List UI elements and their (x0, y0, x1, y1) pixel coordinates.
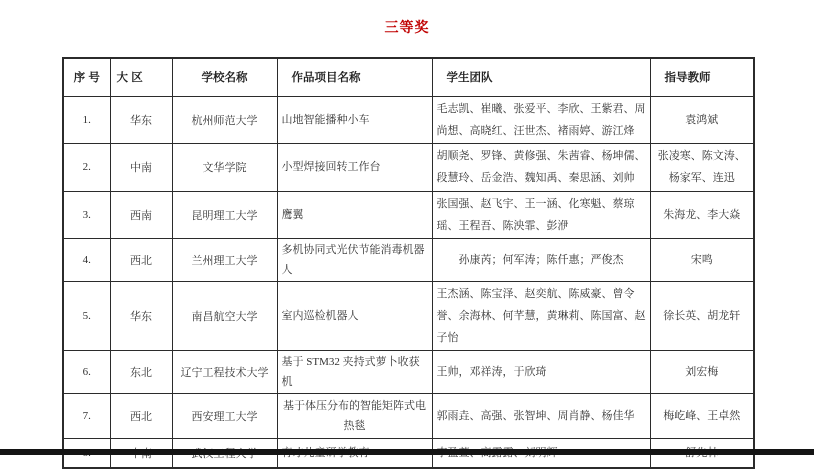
cell-advisors: 袁鸿斌 (650, 96, 754, 143)
cell-project: 多机协同式光伏节能消毒机器人 (277, 238, 432, 281)
cell-region: 华东 (110, 281, 172, 350)
cell-school: 杭州师范大学 (172, 96, 277, 143)
cell-serial: 7. (63, 393, 110, 438)
cell-project: 基于 STM32 夹持式萝卜收获机 (277, 350, 432, 393)
table-row (63, 281, 754, 350)
header-project: 作品项目名称 (277, 58, 432, 96)
header-region: 大 区 (110, 58, 172, 96)
cell-region: 西南 (110, 191, 172, 238)
cell-project: 山地智能播种小车 (277, 96, 432, 143)
cell-advisors: 张凌寒、陈文涛、杨家军、连迅 (650, 143, 754, 191)
cell-advisors: 朱海龙、李大焱 (650, 191, 754, 238)
cell-region: 东北 (110, 350, 172, 393)
cell-school: 西安理工大学 (172, 393, 277, 438)
page-title: 三等奖 (384, 19, 430, 35)
cell-project: 基于体压分布的智能矩阵式电热毯 (277, 393, 432, 438)
cell-team: 胡顺尧、罗锋、黄修强、朱茜睿、杨坤儒、段慧玲、岳金浩、魏知禹、秦思涵、刘帅 (432, 143, 650, 191)
table-row (63, 96, 754, 143)
cell-region: 西北 (110, 238, 172, 281)
cell-school: 辽宁工程技术大学 (172, 350, 277, 393)
cell-serial: 1. (63, 96, 110, 143)
cell-project: 室内巡检机器人 (277, 281, 432, 350)
award-table (62, 57, 755, 469)
cell-serial: 5. (63, 281, 110, 350)
table-row (63, 191, 754, 238)
cell-team: 王帅，邓祥涛，于欣琦 (432, 350, 650, 393)
cell-serial: 4. (63, 238, 110, 281)
cell-school: 兰州理工大学 (172, 238, 277, 281)
table-row (63, 393, 754, 438)
table-row (63, 143, 754, 191)
cell-team: 郭雨垚、高强、张智坤、周肖静、杨佳华 (432, 393, 650, 438)
cell-serial: 6. (63, 350, 110, 393)
header-team: 学生团队 (432, 58, 650, 96)
cell-team: 孙康芮；何军涛；陈仟惠；严俊杰 (432, 238, 650, 281)
header-advisor: 指导教师 (650, 58, 754, 96)
table-header-row (63, 58, 754, 96)
page-bottom-edge (0, 449, 814, 455)
cell-serial: 2. (63, 143, 110, 191)
cell-team: 王杰涵、陈宝泽、赵奕航、陈威豪、曾令誉、余海林、何芊慧，黄琳莉、陈国富、赵子怡 (432, 281, 650, 350)
cell-region: 中南 (110, 143, 172, 191)
cell-region: 西北 (110, 393, 172, 438)
cell-school: 文华学院 (172, 143, 277, 191)
header-serial: 序 号 (63, 58, 110, 96)
cell-project: 鹰翼 (277, 191, 432, 238)
cell-project: 小型焊接回转工作台 (277, 143, 432, 191)
cell-team: 毛志凯、崔曦、张爱平、李欣、王紫君、周尚想、高晓红、汪世杰、褚雨婷、游江烽 (432, 96, 650, 143)
header-school: 学校名称 (172, 58, 277, 96)
cell-school: 南昌航空大学 (172, 281, 277, 350)
cell-advisors: 宋鸣 (650, 238, 754, 281)
cell-advisors: 梅屹峰、王卓然 (650, 393, 754, 438)
cell-region: 华东 (110, 96, 172, 143)
table-row (63, 350, 754, 393)
table-row (63, 238, 754, 281)
cell-serial: 3. (63, 191, 110, 238)
cell-advisors: 刘宏梅 (650, 350, 754, 393)
cell-team: 张国强、赵飞宇、王一涵、化寒魁、蔡琼瑶、王程吾、陈泱霏、彭洢 (432, 191, 650, 238)
cell-advisors: 徐长英、胡龙轩 (650, 281, 754, 350)
cell-school: 昆明理工大学 (172, 191, 277, 238)
